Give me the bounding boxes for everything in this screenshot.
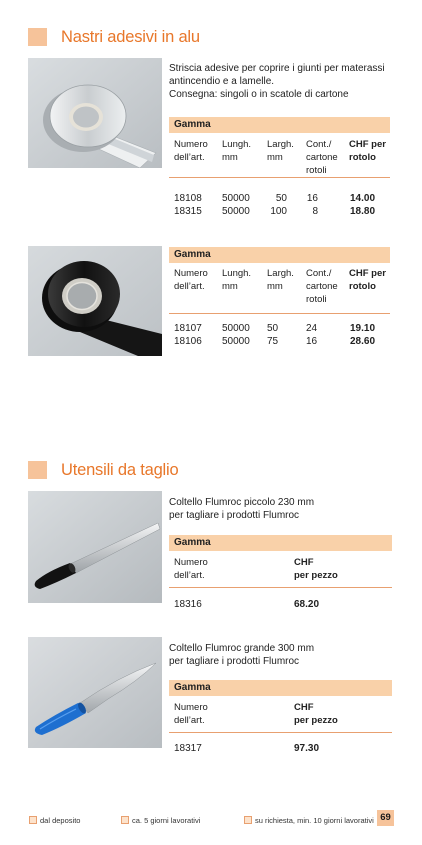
table-cell-width: 50 <box>275 193 287 204</box>
column-header-price: CHF per pezzo <box>294 702 338 726</box>
gamma-bar: Gamma <box>169 535 392 551</box>
table-cell-length: 50000 <box>222 323 250 334</box>
tapes-description <box>169 62 385 101</box>
description-line: per tagliare i prodotti Flumroc <box>169 510 300 521</box>
column-header-width: Largh. mm <box>267 268 294 292</box>
section-marker <box>28 28 47 46</box>
table-cell-article: 18317 <box>174 743 202 754</box>
description-line: Striscia adesive per coprire i giunti per materassi <box>169 63 385 74</box>
table-cell-length: 50000 <box>222 336 250 347</box>
gamma-bar: Gamma <box>169 117 390 133</box>
table-cell-carton: 16 <box>306 336 318 347</box>
large-knife-photo <box>28 637 162 748</box>
gamma-bar: Gamma <box>169 247 390 263</box>
table-divider <box>169 587 392 588</box>
small-knife-photo <box>28 491 162 603</box>
column-header-article: Numero dell’art. <box>174 139 208 163</box>
table-cell-article: 18316 <box>174 599 202 610</box>
table-cell-carton: 16 <box>306 193 318 204</box>
legend-marker <box>121 816 129 824</box>
table-divider <box>169 732 392 733</box>
table-cell-length: 50000 <box>222 193 250 204</box>
table-cell-price: 68.20 <box>294 599 320 610</box>
column-header-length: Lungh. mm <box>222 268 252 292</box>
table-cell-carton: 24 <box>306 323 318 334</box>
column-header-price: CHF per rotolo <box>349 268 386 292</box>
table-cell-width: 75 <box>267 336 279 347</box>
table-divider <box>169 313 390 314</box>
legend-item-depot: dal deposito <box>40 816 81 825</box>
black-tape-photo <box>28 246 162 356</box>
table-cell-price: 97.30 <box>294 743 320 754</box>
column-header-article: Numero dell’art. <box>174 268 208 292</box>
small-knife-description <box>169 496 314 522</box>
column-header-price: CHF per pezzo <box>294 557 338 581</box>
table-cell-price: 19.10 <box>350 323 376 334</box>
description-line: per tagliare i prodotti Flumroc <box>169 656 300 667</box>
section-title-tools: Utensili da taglio <box>61 461 179 479</box>
description-line: Coltello Flumroc piccolo 230 mm <box>169 497 315 508</box>
column-header-carton: Cont./ cartone rotoli <box>306 268 338 305</box>
description-line: Coltello Flumroc grande 300 mm <box>169 643 315 654</box>
legend-item-5-days: ca. 5 giorni lavorativi <box>132 816 201 825</box>
table-cell-article: 18106 <box>174 336 202 347</box>
legend-item-10-days: su richiesta, min. 10 giorni lavorativi <box>255 816 374 825</box>
column-header-article: Numero dell’art. <box>174 557 208 581</box>
column-header-length: Lungh. mm <box>222 139 252 163</box>
table-cell-article: 18108 <box>174 193 202 204</box>
column-header-carton: Cont./ cartone rotoli <box>306 139 338 176</box>
table-cell-price: 14.00 <box>350 193 376 204</box>
table-cell-price: 18.80 <box>350 206 376 217</box>
large-knife-description <box>169 642 314 668</box>
section-title-tapes: Nastri adesivi in alu <box>61 28 200 46</box>
legend-marker <box>29 816 37 824</box>
column-header-article: Numero dell’art. <box>174 702 208 726</box>
column-header-width: Largh. mm <box>267 139 294 163</box>
section-marker <box>28 461 47 479</box>
table-cell-length: 50000 <box>222 206 250 217</box>
page-number: 69 <box>377 810 394 826</box>
table-cell-width: 50 <box>267 323 279 334</box>
gamma-bar: Gamma <box>169 680 392 696</box>
column-header-price: CHF per rotolo <box>349 139 386 163</box>
table-cell-article: 18107 <box>174 323 202 334</box>
table-cell-carton: 8 <box>312 206 318 217</box>
description-line: Consegna: singoli o in scatole di cartone <box>169 89 349 100</box>
silver-tape-photo <box>28 58 162 168</box>
description-line: antincendio e a lamelle. <box>169 76 275 87</box>
table-cell-price: 28.60 <box>350 336 376 347</box>
table-divider <box>169 177 390 178</box>
table-cell-article: 18315 <box>174 206 202 217</box>
table-cell-width: 100 <box>270 206 287 217</box>
legend-marker <box>244 816 252 824</box>
